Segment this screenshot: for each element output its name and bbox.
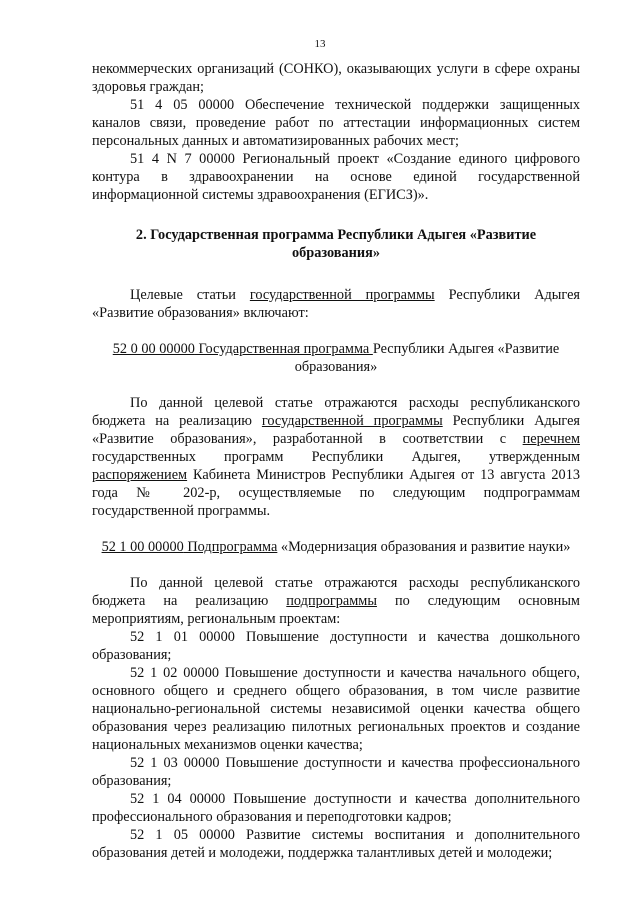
text: по следующим основным мероприятиям, региональным проектам: [92, 593, 580, 627]
page-number: 13 [314, 38, 326, 50]
paragraph-target-51-4-N7: 51 4 N 7 00000 Региональный проект «Создание единого цифрового контура в здравоохранении на основе единой государственной информационной системы здравоохранения (ЕГИСЗ)». [92, 151, 580, 203]
target-code: 52 1 00 00000 [101, 539, 184, 555]
list-item: 52 1 01 00000 Повышение доступности и качества дошкольного образования; [92, 629, 580, 663]
link-state-program-3[interactable]: государственной программы [261, 413, 443, 429]
intro-text-b: Республики Адыгея «Развитие образования» включают: [92, 287, 580, 321]
list-item: 52 1 03 00000 Повышение доступности и качества профессионального образования; [92, 755, 580, 789]
paragraph-expenses-program [92, 394, 580, 520]
link-subprogram[interactable]: Подпрограмма [183, 539, 278, 555]
document-body [92, 60, 580, 862]
text: государственных программ Республики Адыгея, утвержденным [92, 449, 580, 465]
target-52-0-00 [92, 340, 580, 376]
list-item: 52 1 04 00000 Повышение доступности и качества дополнительного профессионального образования и переподготовки кадров; [92, 791, 580, 825]
list-item: 52 1 02 00000 Повышение доступности и качества начального общего, основного общего и среднего общего образования, в том числе развитие национально-региональной системы независимой оценки качества общего образования через реализацию пилотных региональных проектов и создание национальных механизмов оценки качества; [92, 665, 580, 753]
target-title: Республики Адыгея «Развитие образования» [294, 341, 560, 375]
link-list[interactable]: перечнем [522, 431, 580, 447]
section-heading: 2. Государственная программа Республики Адыгея «Развитие образования» [135, 227, 537, 261]
text: Республики Адыгея «Развитие образования», разработанной в соответствии с [92, 413, 580, 447]
target-52-1-00 [92, 538, 580, 556]
link-subprogram-2[interactable]: подпрограммы [286, 593, 377, 609]
link-state-program[interactable]: государственной программы [249, 287, 435, 303]
target-title: «Модернизация образования и развитие науки» [277, 539, 571, 555]
text: Кабинета Министров Республики Адыгея от 13 августа 2013 года № 202-р, осуществляемые по следующим подпрограммам государственной программы. [92, 467, 580, 519]
paragraph-target-51-4-05: 51 4 05 00000 Обеспечение технической поддержки защищенных каналов связи, проведение работ по аттестации информационных систем персональных данных и автоматизированных рабочих мест; [92, 97, 580, 149]
text: По данной целевой статье отражаются расходы республиканского бюджета на реализацию [92, 575, 580, 609]
link-state-program-2[interactable]: Государственная программа [194, 341, 373, 357]
list-item: 52 1 05 00000 Развитие системы воспитания и дополнительного образования детей и молодежи, поддержка талантливых детей и молодежи; [92, 827, 580, 861]
intro-text-a: Целевые статьи [130, 287, 250, 303]
target-code: 52 0 00 00000 [112, 341, 195, 357]
paragraph-continued: некоммерческих организаций (СОНКО), оказывающих услуги в сфере охраны здоровья граждан; [92, 61, 580, 95]
section-intro [92, 286, 580, 322]
text: По данной целевой статье отражаются расходы республиканского бюджета на реализацию [92, 395, 580, 429]
link-order[interactable]: распоряжением [92, 467, 188, 483]
paragraph-expenses-subprogram [92, 574, 580, 628]
